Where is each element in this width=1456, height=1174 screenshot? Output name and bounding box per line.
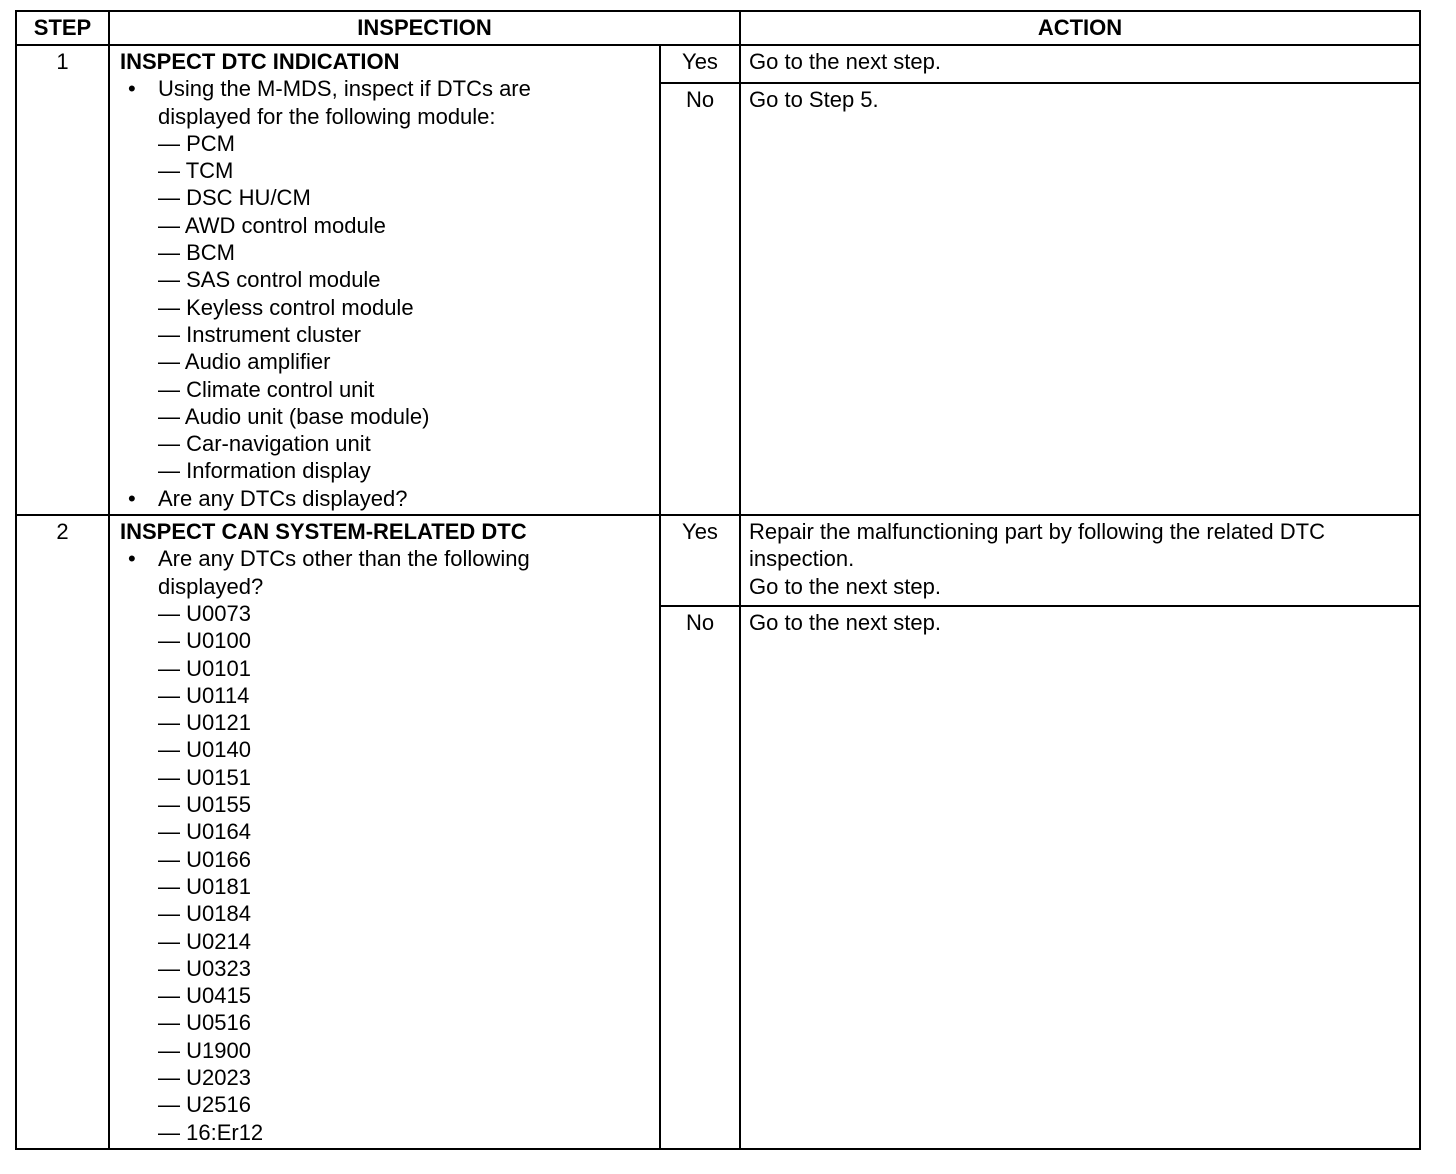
no-action: Go to the next step. [740, 606, 1420, 1149]
header-row [16, 11, 1420, 45]
dtc-item: — U1900 [158, 1037, 251, 1063]
dtc-item: — U0181 [158, 873, 251, 899]
dtc-item: — U0415 [158, 983, 251, 1009]
bullet-item: • Are any DTCs other than the following displayed? [120, 545, 651, 600]
module-item: — DSC HU/CM [158, 185, 311, 211]
module-item: — Information display [158, 458, 371, 484]
action-line: Repair the malfunctioning part by following the related DTC [749, 519, 1325, 545]
module-item: — Audio amplifier [158, 349, 331, 375]
module-item: — Keyless control module [158, 294, 414, 320]
yes-label: Yes [660, 515, 740, 606]
module-item: — Audio unit (base module) [158, 403, 430, 429]
dtc-item: — U0155 [158, 792, 251, 818]
dtc-item: — U0184 [158, 901, 251, 927]
step-1-yes-row [16, 45, 1420, 83]
yes-action [740, 515, 1420, 606]
header-step: STEP [16, 11, 109, 45]
yes-action: Go to the next step. [740, 45, 1420, 83]
no-label: No [660, 83, 740, 515]
dtc-item: — U0516 [158, 1010, 251, 1036]
module-item: — SAS control module [158, 267, 381, 293]
no-label: No [660, 606, 740, 1149]
header-action: ACTION [740, 11, 1420, 45]
bullet-item: • Are any DTCs displayed? [120, 485, 651, 512]
step-1-inspection [109, 45, 660, 515]
dtc-item: — U2023 [158, 1064, 251, 1090]
dtc-item: — U0151 [158, 764, 251, 790]
dtc-item: — U0164 [158, 819, 251, 845]
dtc-item: — 16:Er12 [158, 1119, 264, 1145]
module-item: — PCM [158, 130, 235, 156]
header-inspection: INSPECTION [109, 11, 740, 45]
dtc-item: — U0323 [158, 955, 251, 981]
step-2-yes-row [16, 515, 1420, 606]
dtc-item: — U0114 [158, 682, 250, 708]
step-title: INSPECT DTC INDICATION [120, 49, 400, 74]
action-line: inspection. [749, 546, 855, 572]
module-item: — BCM [158, 240, 235, 266]
module-item: — Climate control unit [158, 376, 375, 402]
dtc-item: — U0073 [158, 600, 251, 626]
yes-label: Yes [660, 45, 740, 83]
dtc-item: — U0101 [158, 655, 251, 681]
inspection-table [15, 10, 1421, 1150]
step-number: 1 [16, 45, 109, 515]
action-line: Go to the next step. [749, 573, 942, 599]
dtc-item: — U0100 [158, 628, 251, 654]
dtc-item: — U0214 [158, 928, 251, 954]
module-item: — AWD control module [158, 212, 386, 238]
step-number: 2 [16, 515, 109, 1149]
step-title: INSPECT CAN SYSTEM-RELATED DTC [120, 519, 527, 545]
no-action: Go to Step 5. [740, 83, 1420, 515]
step-2-inspection [109, 515, 660, 1149]
dtc-item: — U2516 [158, 1092, 251, 1118]
module-item: — Car-navigation unit [158, 431, 371, 457]
dtc-item: — U0121 [158, 710, 251, 736]
module-item: — TCM [158, 158, 234, 184]
dtc-item: — U0166 [158, 846, 251, 872]
bullet-item: • Using the M-MDS, inspect if DTCs are displayed for the following module: [120, 75, 651, 130]
dtc-item: — U0140 [158, 737, 251, 763]
module-item: — Instrument cluster [158, 321, 361, 347]
